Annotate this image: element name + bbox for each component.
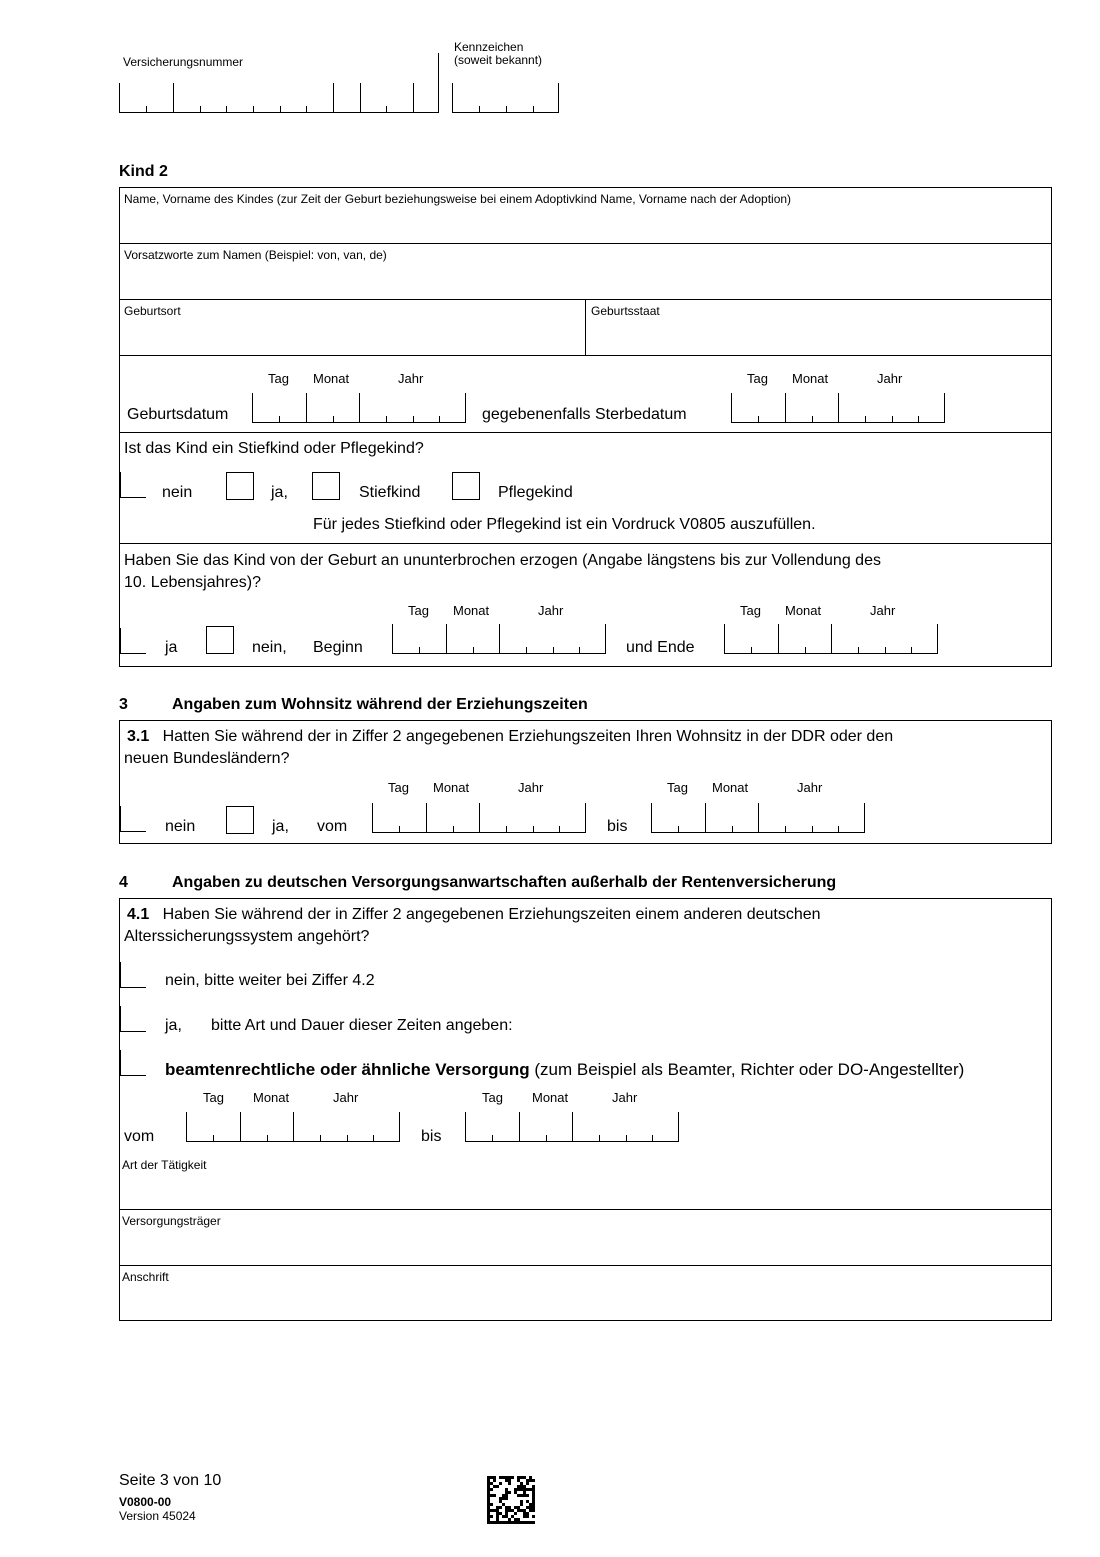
sec3-bis-label: bis	[607, 818, 628, 835]
form-version: Version 45024	[119, 1509, 196, 1523]
art-label: Art der Tätigkeit	[122, 1158, 207, 1172]
date-tag-label: Tag	[482, 1090, 503, 1105]
date-tag-label: Tag	[740, 603, 761, 618]
sec4-nein-label: nein, bitte weiter bei Ziffer 4.2	[165, 972, 375, 989]
traeger-input[interactable]	[120, 1230, 1050, 1263]
geburtsstaat-label: Geburtsstaat	[591, 304, 660, 318]
date-monat-label: Monat	[453, 603, 490, 618]
kennzeichen-label: Kennzeichen (soweit bekannt)	[454, 40, 543, 67]
vorsatz-label: Vorsatzworte zum Namen (Beispiel: von, van, de)	[124, 248, 387, 262]
sec4-ja-label: ja,	[165, 1017, 182, 1034]
date-tag-label: Tag	[667, 780, 688, 795]
sec3-nein-label: nein	[165, 818, 196, 835]
row-divider	[119, 1209, 1052, 1210]
sec4-number: 4	[119, 874, 128, 891]
sec4-beamt-label: beamtenrechtliche oder ähnliche Versorgung (zum Beispiel als Beamter, Richter oder DO-Angestellter)	[165, 1060, 965, 1079]
kennzeichen-field[interactable]	[452, 83, 559, 113]
form-code: V0800-00	[119, 1495, 172, 1509]
sec3-vom-field[interactable]	[372, 803, 586, 833]
row-divider	[119, 432, 1052, 433]
page-number: Seite 3 von 10	[119, 1472, 222, 1489]
erz-ja-checkbox[interactable]	[120, 628, 146, 654]
sec3-nein-checkbox[interactable]	[120, 806, 146, 832]
row-divider	[119, 543, 1052, 544]
stief-question: Ist das Kind ein Stiefkind oder Pflegekind?	[124, 440, 424, 457]
sec4-vom-field[interactable]	[186, 1112, 400, 1142]
sec3-vom-label: vom	[317, 818, 348, 835]
anschrift-input[interactable]	[120, 1286, 1050, 1319]
pflegekind-label: Pflegekind	[498, 484, 573, 501]
erz-nein-checkbox[interactable]	[206, 626, 234, 654]
versicherungsnummer-label: Versicherungsnummer	[123, 55, 244, 69]
date-monat-label: Monat	[313, 371, 350, 386]
date-monat-label: Monat	[532, 1090, 569, 1105]
geburtsstaat-input[interactable]	[587, 320, 1050, 354]
geburtsort-input[interactable]	[120, 320, 584, 354]
row-divider	[119, 355, 1052, 356]
stiefkind-label: Stiefkind	[359, 484, 421, 501]
date-tag-label: Tag	[388, 780, 409, 795]
art-input[interactable]	[120, 1174, 1050, 1207]
date-jahr-label: Jahr	[797, 780, 823, 795]
sec4-ja-text: bitte Art und Dauer dieser Zeiten angeben:	[211, 1017, 513, 1034]
nein-checkbox[interactable]	[120, 472, 146, 498]
stief-note: Für jedes Stiefkind oder Pflegekind ist ein Vordruck V0805 auszufüllen.	[313, 516, 816, 533]
date-tag-label: Tag	[747, 371, 768, 386]
ja-label: ja,	[271, 484, 288, 501]
date-jahr-label: Jahr	[518, 780, 544, 795]
geburtsdatum-label: Geburtsdatum	[127, 406, 229, 423]
versicherungsnummer-field[interactable]	[119, 83, 439, 113]
erz-beginn-label: Beginn	[313, 639, 363, 656]
sec3-number: 3	[119, 696, 128, 713]
datamatrix-code	[487, 1476, 535, 1524]
name-input[interactable]	[120, 208, 1050, 242]
sec4-ja-checkbox[interactable]	[120, 1006, 146, 1032]
erz-ende-field[interactable]	[724, 624, 938, 654]
date-jahr-label: Jahr	[333, 1090, 359, 1105]
sec4-nein-checkbox[interactable]	[120, 962, 146, 988]
traeger-label: Versorgungsträger	[122, 1214, 221, 1228]
kind2-heading: Kind 2	[119, 163, 168, 180]
date-monat-label: Monat	[712, 780, 749, 795]
erz-ja-label: ja	[165, 639, 178, 656]
sterbedatum-field[interactable]	[731, 393, 945, 423]
sec3-ja-label: ja,	[272, 818, 289, 835]
geburtsdatum-field[interactable]	[252, 393, 466, 423]
anschrift-label: Anschrift	[122, 1270, 169, 1284]
stiefkind-checkbox[interactable]	[312, 472, 340, 500]
geburtsort-label: Geburtsort	[124, 304, 181, 318]
sec4-question-line2: Alterssicherungssystem angehört?	[124, 928, 370, 945]
date-monat-label: Monat	[433, 780, 470, 795]
sec3-bis-field[interactable]	[651, 803, 865, 833]
date-tag-label: Tag	[203, 1090, 224, 1105]
date-monat-label: Monat	[792, 371, 829, 386]
erzogen-question-line1: Haben Sie das Kind von der Geburt an ununterbrochen erzogen (Angabe längstens bis zur Vollendung des	[124, 552, 881, 569]
pflegekind-checkbox[interactable]	[452, 472, 480, 500]
date-jahr-label: Jahr	[538, 603, 564, 618]
sec3-ja-checkbox[interactable]	[226, 806, 254, 834]
date-monat-label: Monat	[785, 603, 822, 618]
sec3-question-line1: 3.1 Hatten Sie während der in Ziffer 2 angegebenen Erziehungszeiten Ihren Wohnsitz in der DDR oder den	[127, 728, 894, 745]
date-jahr-label: Jahr	[877, 371, 903, 386]
sterbedatum-label: gegebenenfalls Sterbedatum	[482, 406, 687, 423]
date-tag-label: Tag	[408, 603, 429, 618]
sec4-title: Angaben zu deutschen Versorgungsanwartschaften außerhalb der Rentenversicherung	[172, 874, 837, 891]
sec4-question-line1: 4.1 Haben Sie während der in Ziffer 2 angegebenen Erziehungszeiten einem anderen deutschen	[127, 906, 821, 923]
sec4-bis-label: bis	[421, 1128, 442, 1145]
erzogen-question-line2: 10. Lebensjahres)?	[124, 574, 261, 591]
date-jahr-label: Jahr	[870, 603, 896, 618]
date-tag-label: Tag	[268, 371, 289, 386]
row-divider	[119, 243, 1052, 244]
sec4-vom-label: vom	[124, 1128, 155, 1145]
name-label: Name, Vorname des Kindes (zur Zeit der Geburt beziehungsweise bei einem Adoptivkind Name, Vorname nach der Adoption)	[124, 192, 792, 206]
ja-checkbox[interactable]	[226, 472, 254, 500]
erz-nein-label: nein,	[252, 639, 287, 656]
erz-ende-label: und Ende	[626, 639, 695, 656]
col-divider	[585, 299, 586, 355]
nein-label: nein	[162, 484, 193, 501]
sec3-title: Angaben zum Wohnsitz während der Erziehungszeiten	[172, 696, 588, 713]
date-monat-label: Monat	[253, 1090, 290, 1105]
erz-beginn-field[interactable]	[392, 624, 606, 654]
row-divider	[119, 1265, 1052, 1266]
date-jahr-label: Jahr	[398, 371, 424, 386]
sec4-bis-field[interactable]	[465, 1112, 679, 1142]
date-jahr-label: Jahr	[612, 1090, 638, 1105]
sec3-question-line2: neuen Bundesländern?	[124, 750, 290, 767]
vorsatz-input[interactable]	[120, 264, 1050, 298]
sec4-beamt-checkbox[interactable]	[120, 1050, 146, 1076]
